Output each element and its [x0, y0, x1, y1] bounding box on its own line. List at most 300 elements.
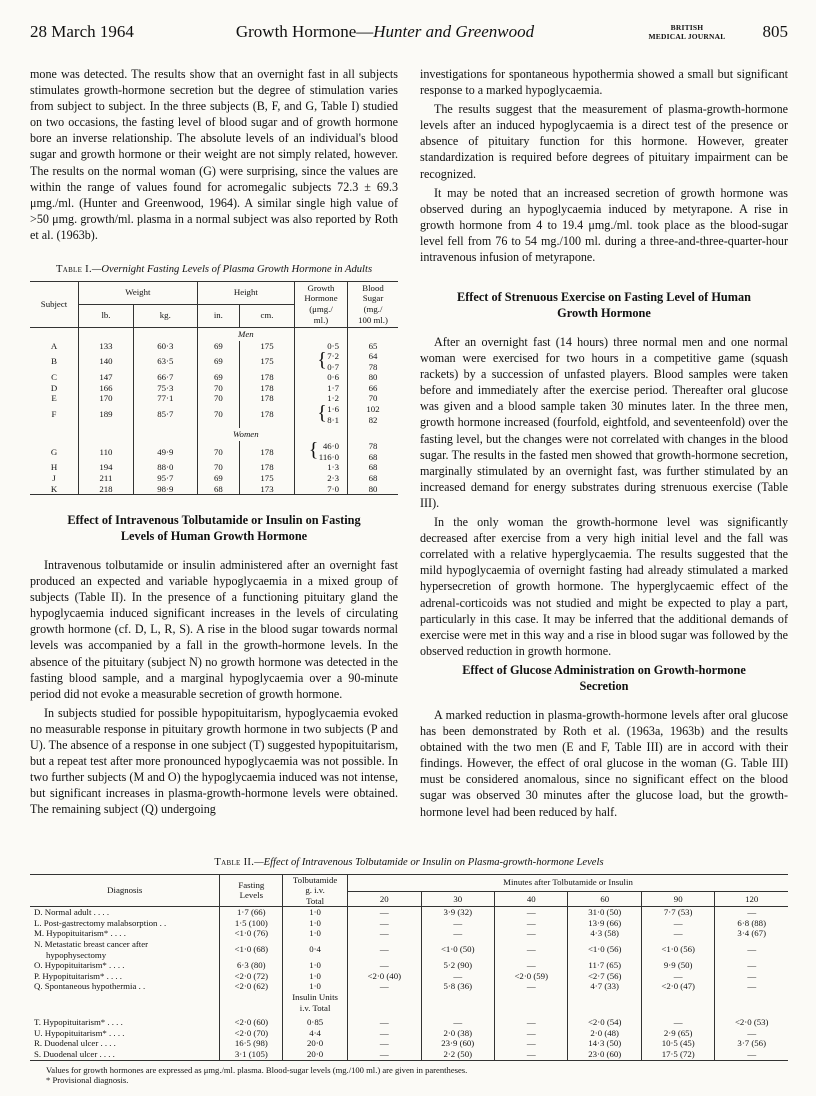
t1-row: [30, 351, 398, 372]
t1-cell-cm: 178: [240, 462, 295, 473]
left-top-paragraph: mone was detected. The results show that an overnight fast in all subjects stimulates growth-hormone secretion but the degree of stimulation varies from subject to subject. In the three subjects (B, F, and G, Table I) studied on two occasions, the fasting level of blood sugar and of growth hormone bore an inverse relationship. The absolute levels of an individual's blood sugar and growth hormone or their weight are not simply related, however. The results on the normal woman (G) were surprising, since the values are within the range of values found for acromegalic subjects 72.3 ± 69.3 μmg./ml. (Hunter and Greenwood, 1964). A similar single high value of >50 μmg. growth/ml. plasma in a normal subject was also reported by Roth et al. (1963b).: [30, 67, 398, 242]
tolbutamide-paragraph-2: In subjects studied for possible hypopituitarism, hypoglycaemia evoked no measurable response in pituitary growth hormone in two subjects (P and U). The absence of a response in one subject (T) suggested hypopituitarism, but a repeat test after more pronounced hypoglycaemia was not possible. In two further subjects (M and O) the hypoglycaemia induced was not intense, but significant increases in plasma-growth-hormone levels were obtained. The remaining subject (Q) undergoing: [30, 705, 398, 817]
t1-group-spacer: [133, 428, 197, 441]
table-1-caption: Table I.—Overnight Fasting Levels of Plasma Growth Hormone in Adults: [55, 264, 373, 275]
t2-cell-minute-30: 2·2 (50): [421, 1049, 494, 1060]
t1-bs-value: 78: [368, 441, 378, 452]
t2-cell-diagnosis: [30, 1038, 220, 1049]
t2-col-fasting: Fasting Levels: [220, 874, 283, 907]
t1-group-spacer: [79, 327, 134, 341]
t1-cell-growth-hormone: [295, 383, 348, 394]
t2-cell-minute-60: 23·0 (60): [568, 1049, 641, 1060]
t2-diagnosis-text: N. Metastatic breast cancer after: [34, 939, 149, 950]
t2-cell-minute-60: 2·0 (48): [568, 1028, 641, 1039]
t1-cell-cm: 178: [240, 383, 295, 394]
t1-cell-kg: 75·3: [133, 383, 197, 394]
t2-diagnosis-text: O. Hypopituitarism*: [34, 960, 107, 971]
t1-col-height: Height: [197, 281, 294, 304]
t2-row: [30, 981, 788, 992]
t2-cell-minute-90: —: [641, 971, 714, 982]
t2-cell-minute-30: —: [421, 971, 494, 982]
t2-cell-minute-120: —: [715, 960, 788, 971]
t2-body: [30, 907, 788, 1060]
t2-minute-header-60: 60: [568, 891, 641, 906]
t1-unit-kg: kg.: [133, 304, 197, 327]
t1-gh-pair: [309, 441, 339, 462]
left-column-lower: [30, 513, 398, 818]
t2-cell-minute-120: 3·4 (67): [715, 928, 788, 939]
t1-cell-blood-sugar: [348, 372, 399, 383]
t1-cell-lb: 189: [79, 404, 134, 425]
glucose-paragraph-1: A marked reduction in plasma-growth-hormone levels after oral glucose has been demonstrated by Roth et al. (1963a, 1963b) and the results obtained with the two men (E and F, Table III) are in accord with their findings. However, the effect of oral glucose in the woman (G. Table III) must be considered anomalous, since no significant effect on the blood sugar was observed 30 minutes after the glucose load, but the growth-hormone level had been reduced by half.: [420, 708, 788, 819]
t2-cell-minute-30: 5·8 (36): [421, 981, 494, 992]
metyrapone-paragraph: It may be noted that an increased secretion of growth hormone was observed during an hypoglycaemia induced by metyrapone. A rise in growth hormone from 4 to 19.4 μmg./ml. took place as the blood-sugar level fell from 76 to 54 mg./100 ml. during a three-and-three-quarter-hour intravenous infusion of metyrapone.: [420, 185, 788, 265]
t1-group-spacer: [30, 428, 79, 441]
t2-footnote-provisional: * Provisional diagnosis.: [46, 1075, 129, 1086]
t1-cell-subject: A: [50, 340, 58, 351]
t1-cell-growth-hormone: [295, 462, 348, 473]
t1-gh-value: 7·0: [327, 483, 339, 494]
t1-group-spacer: [348, 428, 399, 441]
t2-cell-minute-40: —: [494, 1038, 567, 1049]
t2-cell-minute-60: 4·7 (33): [568, 981, 641, 992]
t1-gh-value: 116·0: [318, 451, 339, 462]
t2-cell-minute-60: <2·7 (56): [568, 971, 641, 982]
brace-glyph: {: [317, 349, 327, 372]
t2-cell-minute-60: 31·0 (50): [568, 907, 641, 918]
t1-cell-in: 70: [197, 383, 239, 394]
t2-cell-fasting: <2·0 (72): [220, 971, 283, 982]
t1-cell-in: 69: [197, 473, 239, 484]
t2-cell-fasting: <1·0 (76): [220, 928, 283, 939]
t2-cell-minute-20: —: [348, 1017, 421, 1028]
t1-cell-subject: F: [51, 409, 57, 420]
t1-unit-cm: cm.: [240, 304, 295, 327]
t2-cell-dose: 1·0: [283, 981, 348, 992]
t1-bs-value: 78: [368, 361, 378, 372]
t2-spacer: [641, 992, 714, 1013]
t2-insulin-label: [283, 992, 348, 1013]
t2-insulin-label-2: i.v. Total: [299, 1002, 331, 1013]
t1-gh-value: 1·7: [327, 382, 339, 393]
t2-dot-leader: . .: [157, 917, 167, 928]
t2-dot-leader: . .: [136, 981, 146, 992]
t2-cell-diagnosis: [30, 918, 220, 929]
t1-bs-value: 80: [368, 372, 378, 383]
brace-glyph: {: [308, 439, 319, 462]
t1-gh-value: 0·7: [327, 361, 339, 372]
t1-cell-kg: 60·3: [133, 341, 197, 352]
t2-cell-minute-90: 9·9 (50): [641, 960, 714, 971]
t1-row: [30, 404, 398, 425]
t2-cell-minute-60: <1·0 (56): [568, 939, 641, 960]
t1-gh-value: 1·3: [327, 462, 339, 473]
t1-cell-in: 69: [197, 372, 239, 383]
t1-group-spacer: [133, 327, 197, 341]
t2-minute-header-40: 40: [494, 891, 567, 906]
exercise-heading: Effect of Strenuous Exercise on Fasting Level of Human Growth Hormone: [457, 290, 751, 320]
t2-cell-dose: 1·0: [283, 928, 348, 939]
t2-cell-minute-90: <2·0 (47): [641, 981, 714, 992]
t1-cell-in: 70: [197, 462, 239, 473]
t2-cell-minute-40: —: [494, 981, 567, 992]
t2-diagnosis-text: P. Hypopituitarism*: [34, 970, 105, 981]
t2-cell-minute-90: —: [641, 928, 714, 939]
t2-cell-minute-30: <1·0 (50): [421, 939, 494, 960]
t1-cell-growth-hormone: [295, 404, 348, 425]
t2-dot-leader: . . . .: [98, 1038, 116, 1049]
t2-cell-dose: 1·0: [283, 907, 348, 918]
t2-cell-dose: 1·0: [283, 971, 348, 982]
t2-row: [30, 907, 788, 918]
t1-bs-value: 82: [368, 414, 378, 425]
t1-cell-lb: 110: [79, 441, 134, 462]
t2-diagnosis-text: U. Hypopituitarism*: [34, 1027, 107, 1038]
t2-footnotes: [30, 1065, 788, 1086]
t2-cell-minute-40: —: [494, 1049, 567, 1060]
t1-cell-blood-sugar: [348, 484, 399, 495]
t2-cell-minute-120: —: [715, 971, 788, 982]
t1-unit-in: in.: [197, 304, 239, 327]
t2-cell-minute-20: —: [348, 1049, 421, 1060]
t2-cell-minute-120: —: [715, 939, 788, 960]
table-1-grid: [30, 281, 398, 496]
t1-cell-subject: E: [51, 393, 57, 404]
t2-cell-minute-40: <2·0 (59): [494, 971, 567, 982]
t2-cell-minute-30: 23·9 (60): [421, 1038, 494, 1049]
t1-cell-lb: 170: [79, 393, 134, 404]
t2-cell-diagnosis: [30, 1017, 220, 1028]
t1-bs-value: 68: [368, 451, 378, 462]
t2-row: [30, 1017, 788, 1028]
t1-cell-kg: 88·0: [133, 462, 197, 473]
right-column-exercise: [420, 290, 788, 659]
t2-cell-fasting: <1·0 (68): [220, 939, 283, 960]
t2-cell-dose: 0·4: [283, 939, 348, 960]
t2-cell-minute-30: —: [421, 1017, 494, 1028]
t1-body: [30, 327, 398, 495]
t1-cell-subject: D: [50, 382, 58, 393]
t2-footnote-units: Values for growth hormones are expressed as μmg./ml. plasma. Blood-sugar levels (mg./100 ml.) are given in parentheses.: [46, 1064, 468, 1075]
tolbutamide-heading: Effect of Intravenous Tolbutamide or Insulin on Fasting Levels of Human Growth Hormone: [67, 513, 361, 543]
t2-cell-minute-30: —: [421, 918, 494, 929]
t1-group-row: [30, 327, 398, 341]
exercise-paragraph-1: After an overnight fast (14 hours) three normal men and one normal woman were exercised for two hours in a competitive game (squash rackets) by a succession of unfasted players. Blood samples were taken before and immediately after the exercise period. Thereafter oral glucose was given and a blood sample taken 30 minutes later. In the three men, growth hormone increased (fourfold, eightfold, and seventeenfold) over the fasting level, but the changes were not correlated with changes in the blood sugar. The results in the fasted men showed that growth-hormone secretion, marginally stimulated by an overnight fast, was further stimulated by an increased demand for energy substrates during strenuous exercise (Table III).: [420, 335, 788, 510]
t1-cell-in: 69: [197, 341, 239, 352]
exercise-paragraph-2: In the only woman the growth-hormone level was significantly decreased after exercise from a very high initial level and the fall was correlated with a relative hyperglycaemia. The results suggested that the mild hypoglycaemia of overnight fasting had already stimulated a marked hypersecretion of growth hormone. The hyperglycaemic effect of the adrenal-corticoids was not studied and might be expected to play a part, particularly in this case. It may be inferred that the additional demands of exercise were met in this way and a rise in blood sugar was followed by the observed reduction in growth hormone.: [420, 515, 788, 658]
t2-cell-minute-30: 5·2 (90): [421, 960, 494, 971]
t2-cell-minute-120: 6·8 (88): [715, 918, 788, 929]
t1-cell-in: 69: [197, 351, 239, 372]
t2-cell-minute-30: 2·0 (38): [421, 1028, 494, 1039]
t2-row: [30, 1028, 788, 1039]
t2-cell-diagnosis: [30, 907, 220, 918]
t1-cell-in: 68: [197, 484, 239, 495]
t1-row: [30, 473, 398, 484]
t2-diagnosis-text: R. Duodenal ulcer: [34, 1038, 99, 1049]
t1-cell-kg: 63·5: [133, 351, 197, 372]
t1-row: [30, 462, 398, 473]
t2-cell-dose: 20·0: [283, 1038, 348, 1049]
t1-gh-pair: [317, 351, 339, 372]
t1-cell-blood-sugar: [348, 473, 399, 484]
t2-dot-leader: . . . .: [91, 907, 110, 918]
t2-cell-minute-120: —: [715, 981, 788, 992]
t2-cell-minute-40: —: [494, 1017, 567, 1028]
t1-row: [30, 383, 398, 394]
t1-cell-growth-hormone: [295, 473, 348, 484]
t2-row: [30, 928, 788, 939]
left-column: [30, 66, 398, 243]
t1-cell-blood-sugar: [348, 462, 399, 473]
t1-group-spacer: [30, 327, 79, 341]
t2-cell-dose: 1·0: [283, 960, 348, 971]
t2-spacer: [30, 992, 220, 1013]
t2-cell-minute-60: <2·0 (54): [568, 1017, 641, 1028]
t1-cell-kg: 95·7: [133, 473, 197, 484]
t2-cell-fasting: 3·1 (105): [220, 1049, 283, 1060]
t2-cell-minute-20: —: [348, 907, 421, 918]
measurement-paragraph: The results suggest that the measurement of plasma-growth-hormone levels after an induced hypoglycaemia is a direct test of the presence or absence of pituitary function for this hormone. However, greater standardization is required before degrees of pituitary impairment can be recognized.: [420, 102, 788, 181]
t1-cell-subject: J: [52, 473, 56, 484]
t1-cell-cm: 175: [240, 351, 295, 372]
t2-cell-minute-40: —: [494, 918, 567, 929]
t2-cell-dose: 1·0: [283, 918, 348, 929]
t2-cell-minute-40: —: [494, 960, 567, 971]
t2-cell-dose: 4·4: [283, 1028, 348, 1039]
glucose-heading: Effect of Glucose Administration on Growth-hormone Secretion: [462, 663, 746, 693]
t1-group-spacer: [295, 428, 348, 441]
t2-cell-minute-20: —: [348, 918, 421, 929]
t2-cell-dose: 0·85: [283, 1017, 348, 1028]
t1-cell-cm: 178: [240, 393, 295, 404]
table-2: [30, 857, 788, 1086]
t2-insulin-label-row: [30, 992, 788, 1013]
t1-cell-cm: 178: [240, 372, 295, 383]
t1-cell-growth-hormone: [295, 372, 348, 383]
t2-insulin-label-1: Insulin Units: [292, 992, 338, 1003]
t1-group-spacer: [79, 428, 134, 441]
t2-cell-minute-20: —: [348, 1038, 421, 1049]
t1-cell-kg: 77·1: [133, 393, 197, 404]
t2-cell-diagnosis: [30, 928, 220, 939]
right-column-glucose: [420, 663, 788, 820]
t1-unit-lb: lb.: [79, 304, 134, 327]
t2-cell-minute-40: —: [494, 1028, 567, 1039]
t1-bs-value: 64: [368, 351, 378, 362]
t2-cell-minute-20: —: [348, 939, 421, 960]
t2-cell-fasting: 16·5 (98): [220, 1038, 283, 1049]
t2-col-tolbutamide: Tolbutamide g. i.v. Total: [283, 874, 348, 907]
t1-bs-value: 68: [368, 473, 378, 484]
t1-group-label: Women: [197, 428, 294, 441]
t1-cell-in: 70: [197, 441, 239, 462]
t2-diagnosis-text: L. Post-gastrectomy malabsorption: [34, 917, 158, 928]
t2-cell-minute-20: —: [348, 1028, 421, 1039]
t2-cell-minute-90: 10·5 (45): [641, 1038, 714, 1049]
t1-cell-lb: 147: [79, 372, 134, 383]
right-column: [420, 66, 788, 265]
t1-gh-value: 1·6: [327, 404, 339, 415]
t2-cell-fasting: 1·5 (100): [220, 918, 283, 929]
t2-col-diagnosis: Diagnosis: [30, 874, 220, 907]
t2-diagnosis-text: S. Duodenal ulcer: [34, 1049, 98, 1059]
t1-cell-growth-hormone: [295, 441, 348, 462]
t1-cell-lb: 166: [79, 383, 134, 394]
t1-cell-blood-sugar: [348, 404, 399, 425]
t1-cell-kg: 66·7: [133, 372, 197, 383]
t2-spacer: [348, 992, 421, 1013]
t2-cell-minute-40: —: [494, 928, 567, 939]
t2-minute-header-20: 20: [348, 891, 421, 906]
t2-cell-diagnosis: [30, 960, 220, 971]
t2-dot-leader: . . . .: [97, 1049, 115, 1059]
t2-cell-minute-90: 17·5 (72): [641, 1049, 714, 1060]
t1-cell-blood-sugar: [348, 383, 399, 394]
t1-row: [30, 372, 398, 383]
t1-cell-cm: 175: [240, 473, 295, 484]
t2-cell-minute-20: <2·0 (40): [348, 971, 421, 982]
t2-spacer: [494, 992, 567, 1013]
journal-name: BRITISH MEDICAL JOURNAL: [648, 23, 726, 41]
t1-cell-cm: 173: [240, 484, 295, 495]
t2-cell-minute-40: —: [494, 907, 567, 918]
t2-cell-fasting: <2·0 (62): [220, 981, 283, 992]
t1-bs-value: 80: [368, 483, 378, 494]
t1-cell-kg: 85·7: [133, 404, 197, 425]
t2-diagnosis-text-cont: hypophysectomy: [46, 949, 107, 960]
t1-cell-blood-sugar: [348, 441, 399, 462]
t1-group-row: [30, 428, 398, 441]
t2-row: [30, 1049, 788, 1060]
t2-dot-leader: . . . .: [106, 1027, 125, 1038]
t1-col-blood-sugar: Blood Sugar (mg./ 100 ml.): [348, 281, 399, 327]
t2-cell-minute-90: —: [641, 918, 714, 929]
t2-dot-leader: . . . .: [104, 970, 122, 981]
t2-cell-fasting: <2·0 (70): [220, 1028, 283, 1039]
t1-col-weight: Weight: [79, 281, 198, 304]
t1-cell-subject: C: [51, 372, 57, 383]
t2-dot-leader: . . . .: [106, 960, 125, 971]
t1-group-spacer: [295, 327, 348, 341]
t1-gh-pair: [317, 404, 339, 425]
t1-cell-lb: 133: [79, 341, 134, 352]
t1-cell-cm: 175: [240, 341, 295, 352]
t2-cell-minute-60: 13·9 (66): [568, 918, 641, 929]
t1-bs-value: 66: [368, 382, 378, 393]
t2-cell-fasting: 6·3 (80): [220, 960, 283, 971]
t2-row: [30, 960, 788, 971]
t1-cell-subject: H: [50, 462, 58, 473]
t2-cell-minute-60: 14·3 (50): [568, 1038, 641, 1049]
t2-cell-minute-120: —: [715, 1028, 788, 1039]
t1-cell-lb: 211: [79, 473, 134, 484]
running-header: [30, 14, 788, 58]
t2-diagnosis-text: D. Normal adult: [34, 907, 92, 918]
t2-cell-diagnosis: [30, 1028, 220, 1039]
t2-cell-minute-20: —: [348, 981, 421, 992]
t2-diagnosis-text: Q. Spontaneous hypothermia: [34, 981, 137, 992]
t1-gh-value: 0·6: [327, 372, 339, 383]
t2-cell-minute-60: 11·7 (65): [568, 960, 641, 971]
t2-spacer: [220, 992, 283, 1013]
t1-bs-value: 102: [366, 404, 380, 415]
t1-cell-growth-hormone: [295, 484, 348, 495]
t1-cell-cm: 178: [240, 404, 295, 425]
t2-cell-minute-90: 2·9 (65): [641, 1028, 714, 1039]
t2-cell-minute-120: —: [715, 1049, 788, 1060]
t2-spacer: [715, 992, 788, 1013]
t1-cell-blood-sugar: [348, 393, 399, 404]
t2-cell-fasting: <2·0 (60): [220, 1017, 283, 1028]
t2-diagnosis-text: M. Hypopituitarism*: [34, 928, 109, 939]
t2-diagnosis-text: T. Hypopituitarism*: [34, 1017, 106, 1028]
t2-row: [30, 918, 788, 929]
t1-col-subject: Subject: [30, 281, 79, 327]
t1-bs-value: 65: [368, 340, 378, 351]
table-2-grid: [30, 874, 788, 1061]
t2-cell-fasting: 1·7 (66): [220, 907, 283, 918]
brace-glyph: {: [317, 402, 327, 425]
t2-cell-minute-60: 4·3 (58): [568, 928, 641, 939]
t2-cell-minute-90: <1·0 (56): [641, 939, 714, 960]
t1-bs-value: 68: [368, 462, 378, 473]
running-title: Growth Hormone—Hunter and Greenwood: [235, 22, 535, 41]
t2-cell-diagnosis: [30, 971, 220, 982]
t2-cell-minute-20: —: [348, 928, 421, 939]
t1-cell-cm: 178: [240, 441, 295, 462]
t1-group-label: Men: [197, 327, 294, 341]
t1-gh-value: 2·3: [327, 473, 339, 484]
t2-spacer: [421, 992, 494, 1013]
t1-gh-value: 0·5: [327, 340, 339, 351]
t2-cell-dose: 20·0: [283, 1049, 348, 1060]
t1-gh-value: 46·0: [322, 441, 339, 452]
t2-cell-minute-120: <2·0 (53): [715, 1017, 788, 1028]
t2-cell-minute-120: 3·7 (56): [715, 1038, 788, 1049]
t1-gh-value: 1·2: [327, 393, 339, 404]
t2-cell-minute-120: —: [715, 907, 788, 918]
t1-cell-kg: 49·9: [133, 441, 197, 462]
t1-cell-kg: 98·9: [133, 484, 197, 495]
t1-bs-value: 70: [368, 393, 378, 404]
t2-cell-minute-90: 7·7 (53): [641, 907, 714, 918]
right-top-paragraph: investigations for spontaneous hypothermia showed a small but significant response to a marked hypoglycaemia.: [420, 67, 788, 98]
t2-cell-minute-30: —: [421, 928, 494, 939]
t1-cell-in: 70: [197, 404, 239, 425]
t1-cell-subject: B: [51, 356, 57, 367]
t1-cell-blood-sugar: [348, 351, 399, 372]
t2-row: [30, 971, 788, 982]
t1-row: [30, 441, 398, 462]
t2-col-minutes: Minutes after Tolbutamide or Insulin: [348, 874, 788, 891]
t1-row: [30, 484, 398, 495]
tolbutamide-paragraph-1: Intravenous tolbutamide or insulin administered after an overnight fast produced an expected and variable hypoglycaemia in a mixed group of subjects (Table II). In the presence of a functioning pituitary gland the hypoglycaemia induced significant increases in the levels of circulating growth hormone (cf. D, L, R, S). A rise in the blood sugar towards normal levels was accompanied by a fall in the growth-hormone levels. In the absence of the pituitary (subject N) no growth hormone was detected in the fasting blood sample, and a marginal hypoglycaemia over a 90-minute period did not evoke a measurable secretion of growth hormone.: [30, 558, 398, 701]
t1-cell-subject: G: [50, 446, 58, 457]
t1-cell-subject: K: [30, 484, 79, 495]
page-number: 805: [762, 22, 788, 41]
t1-gh-value: 7·2: [327, 351, 339, 362]
issue-date: 28 March 1964: [30, 22, 134, 41]
table-2-caption: Table II.—Effect of Intravenous Tolbutamide or Insulin on Plasma-growth-hormone Levels: [214, 857, 604, 868]
t2-spacer: [568, 992, 641, 1013]
t2-cell-diagnosis: [30, 1049, 220, 1060]
t2-cell-minute-40: —: [494, 939, 567, 960]
t1-group-spacer: [348, 327, 399, 341]
t2-cell-minute-90: —: [641, 1017, 714, 1028]
table-1: [30, 264, 398, 495]
t1-cell-in: 70: [197, 393, 239, 404]
